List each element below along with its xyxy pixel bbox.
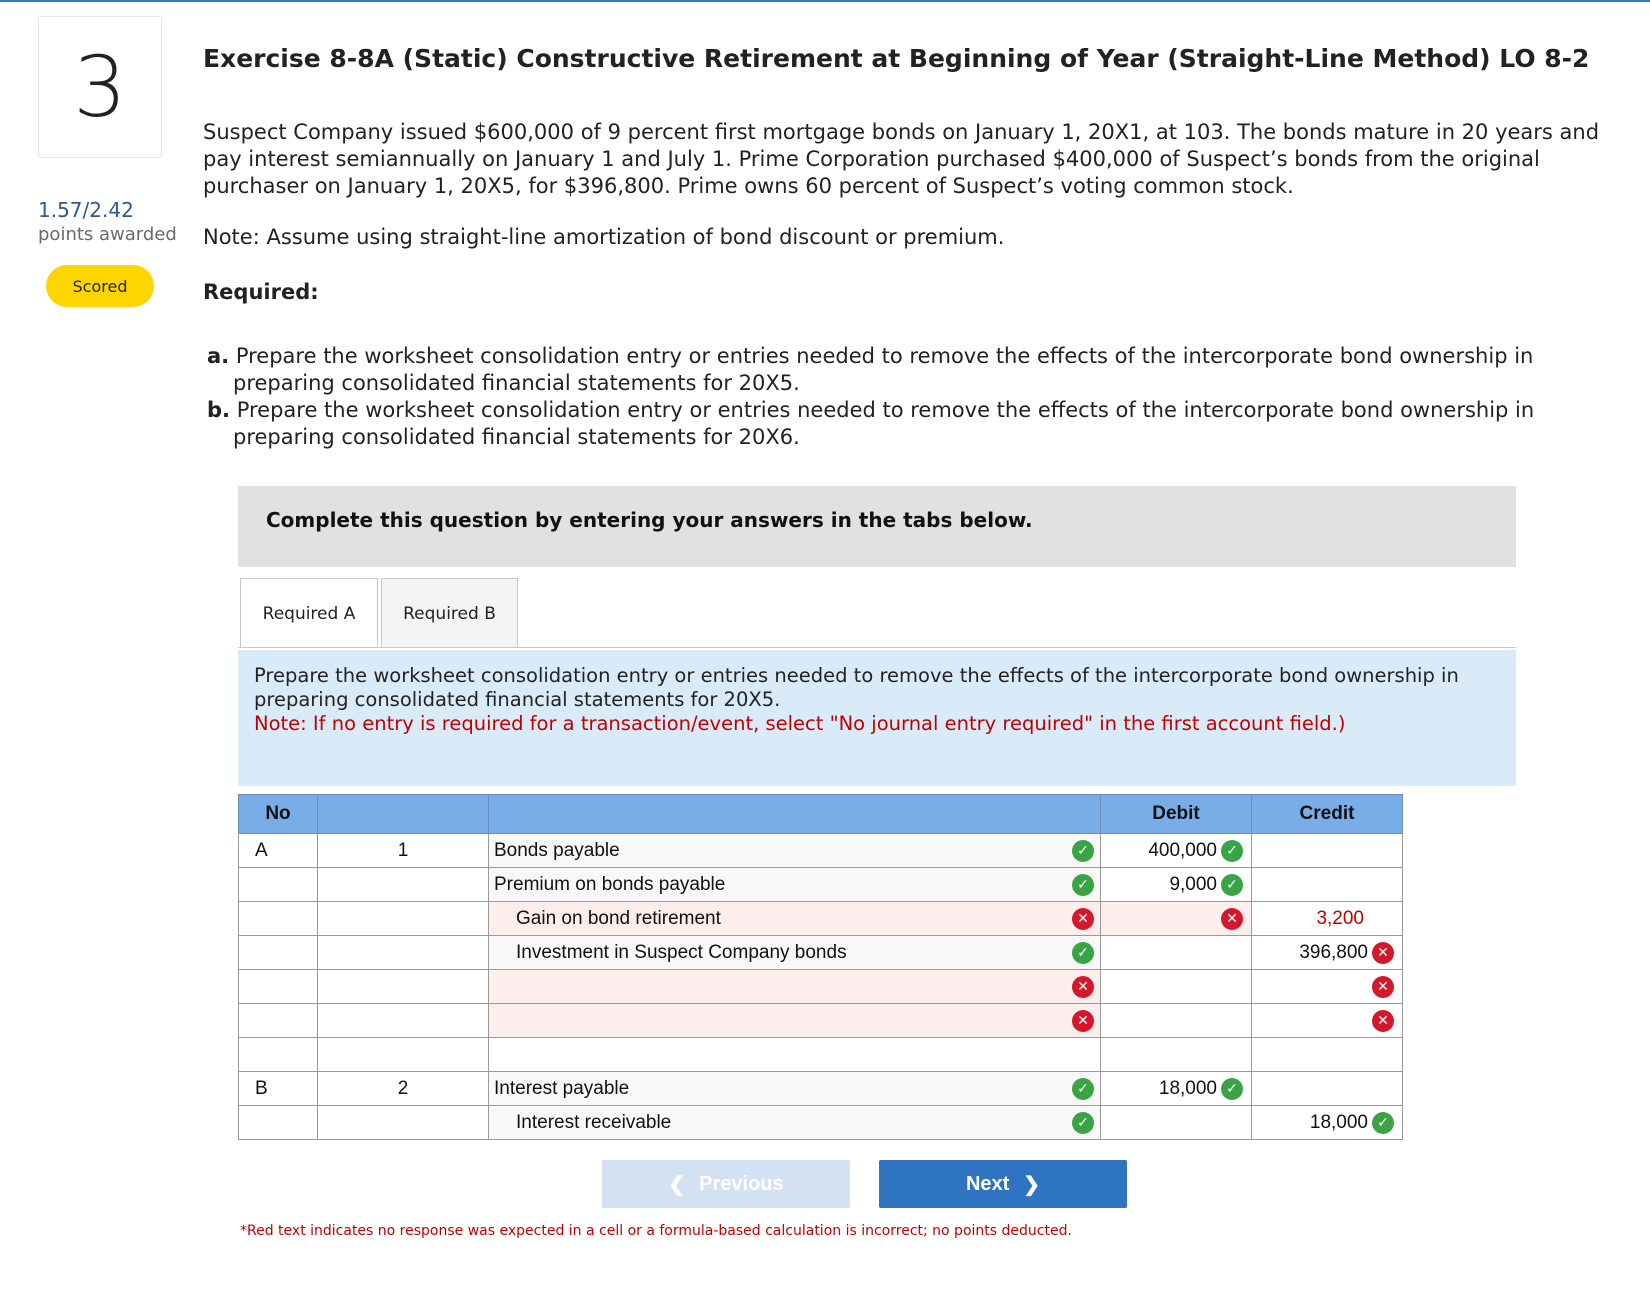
cell-entry-number [318, 936, 489, 970]
top-accent-line [0, 0, 1650, 2]
debit-amount: 400,000 [1148, 839, 1217, 861]
table-row [239, 902, 1403, 936]
x-icon: ✕ [1072, 908, 1094, 930]
chevron-right-icon: ❯ [1023, 1173, 1041, 1196]
problem-paragraph: Suspect Company issued $600,000 of 9 percent first mortgage bonds on January 1, 20X1, at 103. The bonds mature in 20 years and pay interest semiannually on January 1 and July 1. Prime Corporation purchased $400,000 of Suspect’s bonds from the original purchaser on January 1, 20X5, for $396,800. Prime owns 60 percent of Suspect’s voting common stock. [203, 120, 1600, 198]
debit-input[interactable] [1101, 936, 1252, 970]
account-name: Investment in Suspect Company bonds [516, 941, 847, 963]
account-select[interactable] [489, 1072, 1101, 1106]
journal-entry-table [238, 794, 1403, 1140]
check-icon: ✓ [1072, 1112, 1094, 1134]
question-number: 3 [38, 16, 162, 158]
cell-no [239, 1072, 318, 1106]
account-select[interactable] [489, 868, 1101, 902]
table-row [239, 970, 1403, 1004]
debit-amount: 18,000 [1158, 1077, 1217, 1099]
check-icon: ✓ [1072, 942, 1094, 964]
cell-entry-number [318, 970, 489, 1004]
credit-amount: 3,200 [1316, 907, 1364, 929]
cell-no [239, 868, 318, 902]
debit-input[interactable] [1101, 1072, 1252, 1106]
debit-input[interactable] [1101, 834, 1252, 868]
cell-entry-number [318, 902, 489, 936]
tab-required-b[interactable]: Required B [381, 578, 518, 648]
col-header-account [489, 795, 1101, 834]
required-heading: Required: [203, 280, 319, 304]
chevron-left-icon: ❮ [668, 1173, 686, 1196]
cell-no [239, 902, 318, 936]
check-icon: ✓ [1221, 1078, 1243, 1100]
row-letter: A [255, 839, 268, 861]
score-label: points awarded [38, 224, 177, 245]
table-row [239, 936, 1403, 970]
red-text-footnote: *Red text indicates no response was expected in a cell or a formula-based calculation is incorrect; no points deducted. [240, 1223, 1072, 1239]
check-icon: ✓ [1072, 1078, 1094, 1100]
table-row [239, 1004, 1403, 1038]
cell-entry-number [318, 1072, 489, 1106]
credit-input[interactable] [1252, 1004, 1403, 1038]
credit-input[interactable] [1252, 936, 1403, 970]
account-select[interactable] [489, 1038, 1101, 1072]
check-icon: ✓ [1372, 1112, 1394, 1134]
table-row [239, 1038, 1403, 1072]
cell-entry-number [318, 834, 489, 868]
required-item-letter: b. [207, 398, 231, 422]
cell-no [239, 1038, 318, 1072]
entry-number: 1 [397, 839, 409, 861]
complete-banner: Complete this question by entering your answers in the tabs below. [238, 486, 1516, 567]
check-icon: ✓ [1072, 840, 1094, 862]
table-header-row [239, 795, 1403, 834]
table-row [239, 868, 1403, 902]
account-select[interactable] [489, 970, 1101, 1004]
cell-no [239, 970, 318, 1004]
credit-amount: 396,800 [1299, 941, 1368, 963]
previous-label: Previous [699, 1172, 784, 1195]
check-icon: ✓ [1221, 874, 1243, 896]
col-header-no: No [239, 795, 318, 834]
next-label: Next [965, 1172, 1010, 1195]
cell-entry-number [318, 1038, 489, 1072]
entry-number: 2 [397, 1077, 409, 1099]
cell-no [239, 834, 318, 868]
check-icon: ✓ [1221, 840, 1243, 862]
instructions-note: Note: If no entry is required for a transaction/event, select "No journal entry required" in the first account field.) [254, 712, 1346, 735]
score-value: 1.57/2.42 [38, 198, 134, 222]
required-item-a [207, 343, 1587, 397]
debit-amount: 9,000 [1169, 873, 1217, 895]
instructions-panel [238, 650, 1516, 786]
account-select[interactable] [489, 902, 1101, 936]
credit-input[interactable] [1252, 970, 1403, 1004]
debit-input[interactable] [1101, 1004, 1252, 1038]
next-button[interactable] [879, 1160, 1127, 1208]
row-letter: B [255, 1077, 268, 1099]
tab-divider [238, 647, 1516, 648]
required-list [207, 343, 1587, 451]
credit-input[interactable] [1252, 1106, 1403, 1140]
debit-input[interactable] [1101, 1038, 1252, 1072]
x-icon: ✕ [1372, 976, 1394, 998]
credit-input[interactable] [1252, 868, 1403, 902]
previous-button[interactable] [602, 1160, 850, 1208]
account-name: Gain on bond retirement [516, 907, 721, 929]
required-item-b [207, 397, 1587, 451]
required-item-text: Prepare the worksheet consolidation entry or entries needed to remove the effects of the intercorporate bond ownership in preparing consolidated financial statements for 20X5. [233, 344, 1534, 395]
account-select[interactable] [489, 1106, 1101, 1140]
account-select[interactable] [489, 936, 1101, 970]
credit-input[interactable] [1252, 834, 1403, 868]
account-name: Interest payable [494, 1077, 630, 1099]
x-icon: ✕ [1072, 976, 1094, 998]
account-select[interactable] [489, 1004, 1101, 1038]
credit-input[interactable] [1252, 902, 1403, 936]
table-row [239, 1072, 1403, 1106]
cell-no [239, 936, 318, 970]
debit-input[interactable] [1101, 868, 1252, 902]
col-header-credit: Credit [1252, 795, 1403, 834]
x-icon: ✕ [1072, 1010, 1094, 1032]
col-header-debit: Debit [1101, 795, 1252, 834]
account-name: Interest receivable [516, 1111, 672, 1133]
account-select[interactable] [489, 834, 1101, 868]
x-icon: ✕ [1221, 908, 1243, 930]
table-row [239, 834, 1403, 868]
instructions-text: Prepare the worksheet consolidation entry or entries needed to remove the effects of the intercorporate bond ownership in preparing consolidated financial statements for 20X5. [254, 664, 1459, 711]
credit-input[interactable] [1252, 1038, 1403, 1072]
cell-no [239, 1004, 318, 1038]
check-icon: ✓ [1072, 874, 1094, 896]
account-name: Bonds payable [494, 839, 620, 861]
debit-input[interactable] [1101, 970, 1252, 1004]
problem-note: Note: Assume using straight-line amortization of bond discount or premium. [203, 225, 1005, 249]
credit-amount: 18,000 [1309, 1111, 1368, 1133]
x-icon: ✕ [1372, 942, 1394, 964]
cell-entry-number [318, 1106, 489, 1140]
credit-input[interactable] [1252, 1072, 1403, 1106]
tab-required-a[interactable]: Required A [240, 578, 378, 648]
scored-badge: Scored [46, 265, 154, 307]
cell-entry-number [318, 868, 489, 902]
debit-input[interactable] [1101, 902, 1252, 936]
col-header-entry [318, 795, 489, 834]
debit-input[interactable] [1101, 1106, 1252, 1140]
cell-no [239, 1106, 318, 1140]
cell-entry-number [318, 1004, 489, 1038]
exercise-title: Exercise 8-8A (Static) Constructive Retirement at Beginning of Year (Straight-Line Method) LO 8-2 [203, 44, 1590, 73]
account-name: Premium on bonds payable [494, 873, 726, 895]
required-item-letter: a. [207, 344, 230, 368]
required-item-text: Prepare the worksheet consolidation entry or entries needed to remove the effects of the intercorporate bond ownership in preparing consolidated financial statements for 20X6. [233, 398, 1535, 449]
table-row [239, 1106, 1403, 1140]
x-icon: ✕ [1372, 1010, 1394, 1032]
